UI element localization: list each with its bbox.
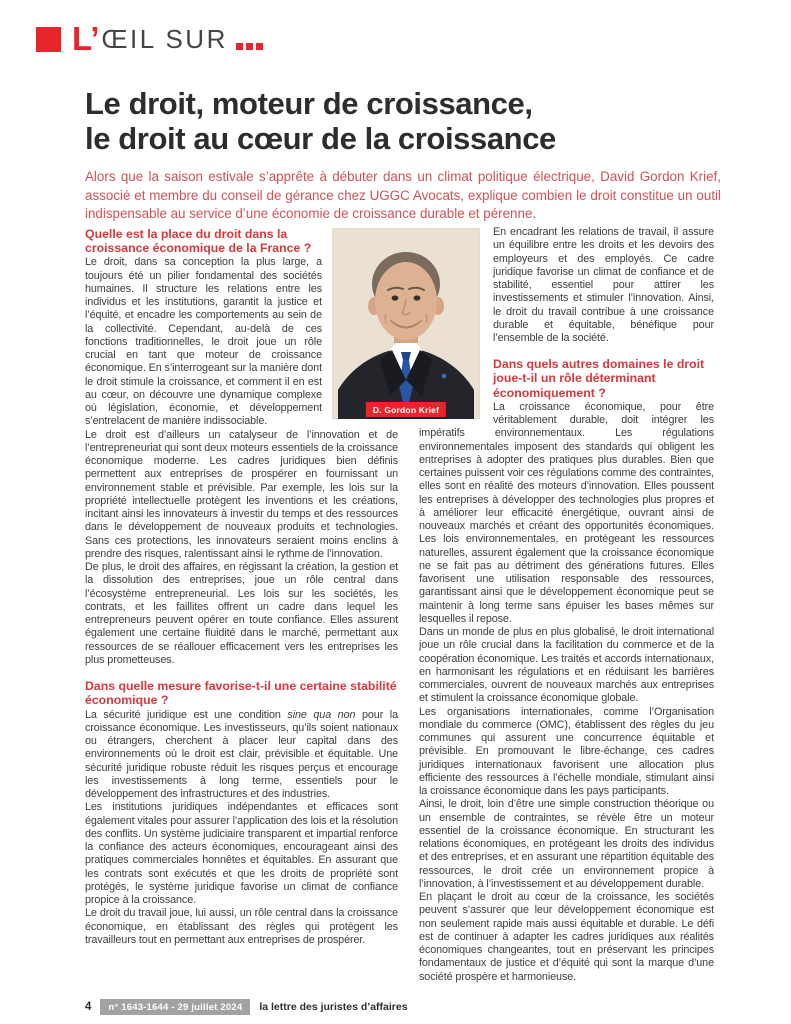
section-header xyxy=(36,20,263,57)
article-paragraph: Les institutions juridiques indépendantes et efficaces sont également vitales pour assurer l’application des lois et la résolution des conflits. Un système judiciaire transparent et impartial renforce la confiance des acteurs économiques, encourageant ainsi des pratiques commerciales honnêtes et équitables. En assurant que les contrats sont exécutés et que les droits de propriété sont protégés, le système juridique favorise un climat de confiance propice à la croissance. xyxy=(85,801,398,907)
article-paragraph: Dans un monde de plus en plus globalisé, le droit international joue un rôle crucial dans la facilitation du commerce et de la coopération économique. Les traités et accords internationaux, en harmonisant les régulations et en réduisant les barrières commerciales, ouvrent de nouveaux marchés aux entreprises et stimulent la croissance économique globale. xyxy=(419,626,714,705)
portrait-illustration xyxy=(332,228,480,419)
issue-badge: n° 1643-1644 - 29 juillet 2024 xyxy=(100,999,250,1015)
photo-caption: D. Gordon Krief xyxy=(366,402,446,417)
article-title-line2: le droit au cœur de la croissance xyxy=(85,121,556,156)
red-square-icon xyxy=(36,27,61,52)
portrait-photo xyxy=(332,228,480,419)
page-number: 4 xyxy=(85,1001,92,1013)
article-paragraph: En encadrant les relations de travail, il assure un équilibre entre les droits et les devoirs des employeurs et des employés. Ce cadre juridique favorise un climat de confiance et de stabilité, essentiel pour attirer les investissements et stimuler l’innovation. Ainsi, le droit du travail contribue à une croissance durable et équitable, bénéfique pour l’ensemble de la société. xyxy=(493,226,714,344)
page-footer xyxy=(85,999,408,1015)
ellipsis-dots-icon xyxy=(236,43,263,50)
article-title-line1: Le droit, moteur de croissance, xyxy=(85,86,533,121)
article-paragraph: Les organisations internationales, comme l’Organisation mondiale du commerce (OMC), établissent des règles du jeu communes qui assurent une concurrence équitable et prévisible. En promouvant le libre-échange, ces cadres juridiques internationaux favorisent une allocation plus efficiente des ressources à l’échelle mondiale, stimulant ainsi la croissance économique dans les pays participants. xyxy=(419,705,714,798)
article-paragraph: Ainsi, le droit, loin d’être une simple construction théorique ou un ensemble de contraintes, se révèle être un moteur essentiel de la croissance économique. En structurant les relations économiques, en protégeant les droits des individus et des entreprises, et en assurant une répartition équitable des ressources, le droit crée un environnement propice à l’innovation, à l’investissement et au développement durable. xyxy=(419,798,714,890)
article-title xyxy=(85,86,725,156)
question-heading-1: Quelle est la place du droit dans la croissance économique de la France ? xyxy=(85,227,312,256)
question-heading-2: Dans quelle mesure favorise-t-il une certaine stabilité économique ? xyxy=(85,679,397,708)
article-paragraph: Le droit du travail joue, lui aussi, un rôle central dans la croissance économique, en établissant des règles qui protègent les travailleurs tout en permettant aux entreprises de prospérer. xyxy=(85,907,398,946)
section-label: ŒIL SUR xyxy=(101,24,228,54)
article-paragraph: En plaçant le droit au cœur de la croissance, les sociétés peuvent s’assurer que leur développement économique est non seulement rapide mais aussi équitable et durable. Le défi est de continuer à adapter les cadres juridiques aux réalités économiques changeantes, tout en préservant les principes fondamentaux de justice et d’équité qui sont la marque d’une société prospère et harmonieuse. xyxy=(419,891,714,983)
section-label-prefix: L’ xyxy=(72,20,100,57)
article-paragraph: De plus, le droit des affaires, en régissant la création, la gestion et la dissolution des entreprises, joue un rôle central dans l’écosystème entrepreneurial. Les lois sur les sociétés, les contrats, et les faillites offrent un cadre dans lequel les entrepreneurs peuvent opérer en toute confiance. Elles assurent également une certaine fluidité dans le marché, permettant aux ressources de se réallouer efficacement vers les entreprises les plus prometteuses. xyxy=(85,561,398,666)
publication-name: la lettre des juristes d’affaires xyxy=(259,1001,408,1013)
article-paragraph: Le droit, dans sa conception la plus large, a toujours été un pilier fondamental des sociétés humaines. Il structure les relations entre les individus et les institutions, garantit la justice et l’équité, et encadre les comportements au sein de la collectivité. Cependant, au-delà de ces fonctions traditionnelles, le droit joue un rôle crucial en tant que moteur de croissance économique. En s’interrogeant sur la manière dont le droit stimule la croissance, et comment il en est au cœur, on découvre une dynamique complexe où législation, économie, et développement s’entrelacent de manière indissociable. xyxy=(85,256,322,428)
article-paragraph: La croissance économique, pour être véritablement durable, doit intégrer les impératifs environnementaux. Les régulations environnementales imposent des standards qui obligent les entreprises à adopter des pratiques plus durables. Bien que certaines puissent voir ces régulations comme des contraintes, elles sont en réalité des moteurs d’innovation. Elles poussent les entreprises à développer des technologies plus propres et à améliorer leur efficacité énergétique, ouvrant ainsi de nouveaux marchés et créant des opportunités économiques. Les lois environnementales, en protégeant les ressources naturelles, assurent également que la croissance économique ne se fait pas au détriment des générations futures. Elles favorisent une utilisation responsable des ressources, garantissant ainsi que le développement économique peut se maintenir à long terme sans épuiser les bases mêmes sur lesquelles il repose. xyxy=(419,400,714,625)
article-paragraph: La sécurité juridique est une condition sine qua non pour la croissance économique. Les investisseurs, qu’ils soient nationaux ou étrangers, cherchent à placer leur capital dans des environnements où le droit est clair, prévisible et équitable. Une sécurité juridique robuste réduit les risques perçus et encourage les investissements à long terme, essentiels pour le développement des infrastructures et des industries. xyxy=(85,708,398,801)
lead-paragraph: Alors que la saison estivale s’apprête à débuter dans un climat politique électrique, David Gordon Krief, associé et membre du conseil de gérance chez UGGC Avocats, explique combien le droit constitue un outil indispensable au service d’une économie de croissance durable et pérenne. xyxy=(85,169,721,222)
question-heading-3: Dans quels autres domaines le droit joue-t-il un rôle déterminant économiquement ? xyxy=(493,357,705,400)
article-paragraph: Le droit est d’ailleurs un catalyseur de l’innovation et de l’entrepreneuriat qui sont deux moteurs essentiels de la croissance économique moderne. Les cadres juridiques bien définis permettent aux entreprises de prospérer en fournissant un environnement stable et prévisible. Par exemple, les lois sur la propriété intellectuelle protègent les inventions et les créations, incitant ainsi les innovateurs à investir du temps et des ressources dans le développement de nouveaux produits et technologies. Sans ces protections, les innovateurs seraient moins enclins à prendre des risques, ralentissant ainsi le rythme de l’innovation. xyxy=(85,428,398,560)
